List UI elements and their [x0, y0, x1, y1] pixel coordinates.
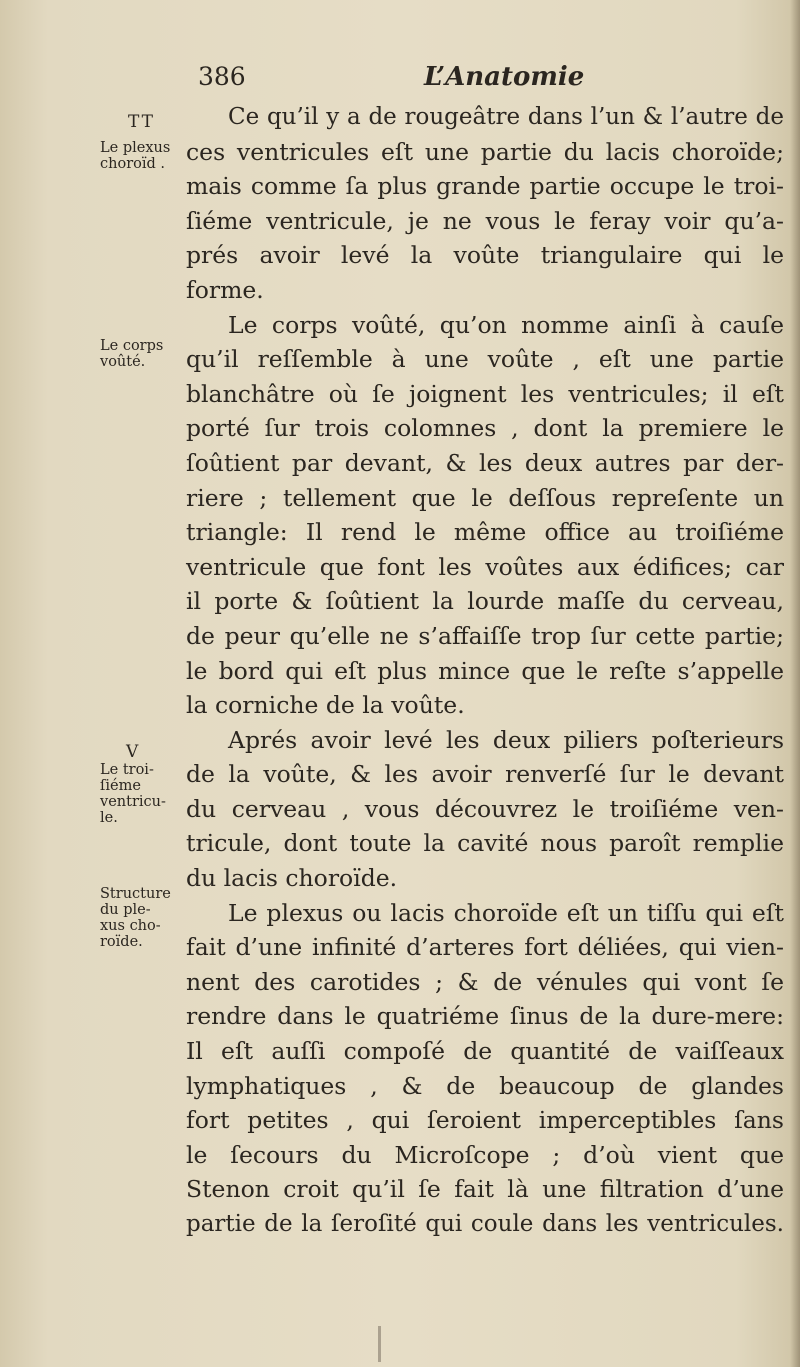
page-edge-shadow [790, 0, 800, 1367]
text-line: fort petites , qui ſeroient imperceptibles ſans [186, 1106, 784, 1135]
text-line: ſiéme ventricule, je ne vous le feray voir qu’a- [186, 206, 784, 235]
body-text [186, 100, 784, 1242]
margin-note-line: roïde. [100, 934, 143, 950]
text-line: lymphatiques , & de beaucoup de glandes [186, 1071, 784, 1100]
margin-note-line: voûté. [100, 354, 146, 370]
text-line: tricule, dont toute la cavité nous paroît remplie [186, 829, 784, 858]
text-line: Ce qu’il y a de rougeâtre dans l’un & l’autre de [228, 104, 784, 130]
text-line: du lacis choroïde. [186, 864, 398, 893]
text-line: de peur qu’elle ne s’affaiſſe trop ſur cette partie; [186, 621, 784, 650]
text-line: qu’il reſſemble à une voûte , eſt une partie [186, 345, 784, 374]
running-title: L’Anatomie [424, 62, 585, 92]
text-line: de la voûte, & les avoir renverſé ſur le devant [186, 760, 784, 789]
text-line: du cerveau , vous découvrez le troiſiéme ven- [186, 794, 784, 823]
ink-smudge [378, 1326, 381, 1362]
margin-note-line: le. [100, 810, 118, 826]
margin-note-structure [100, 886, 171, 950]
text-line: blanchâtre où ſe joignent les ventricules; il eſt [186, 379, 784, 408]
text-line: ſoûtient par devant, & les deux autres par der- [186, 448, 784, 477]
margin-note-line: ventricu- [100, 794, 166, 810]
text-line: triangle: Il rend le même office au troiſiéme [186, 518, 784, 547]
text-line: forme. [186, 275, 264, 304]
text-line: porté ſur trois colomnes , dont la premiere le [186, 414, 784, 443]
margin-note-line: xus cho- [100, 918, 161, 934]
text-line: rendre dans le quatriéme ſinus de la dure-mere: [186, 1002, 784, 1031]
text-line: mais comme ſa plus grande partie occupe le troi- [186, 172, 784, 201]
margin-note-line: Le corps [100, 338, 164, 354]
text-line: Aprés avoir levé les deux piliers poſterieurs [228, 725, 784, 754]
text-line: Stenon croit qu’il ſe fait là une filtration d’une [186, 1175, 784, 1204]
text-line: le ſecours du Microſcope ; d’où vient que [186, 1140, 784, 1169]
margin-mark-tt: TT [128, 112, 155, 132]
margin-note-line: choroïd . [100, 156, 165, 172]
text-line: ventricule que font les voûtes aux édifices; car [186, 552, 784, 581]
text-line: Il eſt auſſi compoſé de quantité de vaiſſeaux [186, 1037, 784, 1066]
text-line: riere ; tellement que le deſſous repreſente un [186, 483, 784, 512]
page-header [0, 62, 800, 102]
text-line: nent des carotides ; & de vénules qui vont ſe [186, 967, 784, 996]
margin-note-line: Le troi- [100, 762, 154, 778]
margin-note-corps-voute [100, 338, 163, 370]
text-line: Le corps voûté, qu’on nomme ainſi à cauſe [228, 310, 784, 339]
text-line: le bord qui eſt plus mince que le reſte s’appelle [186, 656, 784, 685]
page-number: 386 [198, 62, 246, 91]
text-line: il porte & ſoûtient la lourde maſſe du cerveau, [186, 587, 784, 616]
margin-note-line: ſiéme [100, 778, 141, 794]
margin-mark-v: V [126, 742, 139, 762]
margin-note-plexus [100, 140, 170, 172]
text-line: partie de la ſeroſité qui coule dans les ventricules. [186, 1211, 784, 1237]
margin-note-line: Le plexus [100, 140, 171, 156]
text-line: la corniche de la voûte. [186, 691, 465, 720]
text-line: prés avoir levé la voûte triangulaire qui le [186, 241, 784, 270]
margin-note-troisieme-ventricule [100, 762, 166, 826]
text-line: fait d’une infinité d’arteres fort déliées, qui vien- [186, 933, 784, 962]
text-line: ces ventricules eſt une partie du lacis choroïde; [186, 137, 784, 166]
margin-note-line: Structure [100, 886, 171, 902]
margin-note-line: du ple- [100, 902, 151, 918]
text-line: Le plexus ou lacis choroïde eſt un tiſſu qui eſt [228, 898, 784, 927]
